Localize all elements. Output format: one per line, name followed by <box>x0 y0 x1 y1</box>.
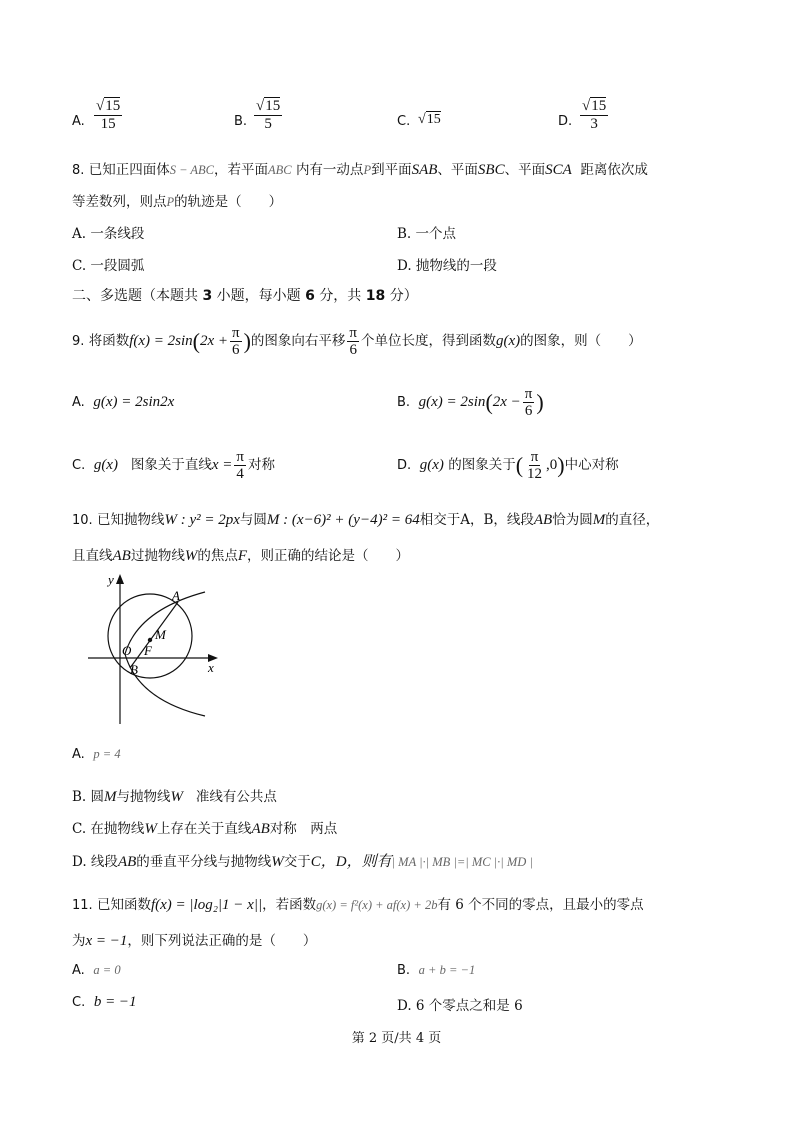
q11-option-b <box>397 962 475 978</box>
q7-option-d: $\frac{√15}{3}$ <box>582 98 607 132</box>
q8-text4: 到平面 <box>371 162 412 178</box>
q9-option-c <box>72 445 275 486</box>
q11-gfunc: g(x) = f²(x) + af(x) + 2b <box>316 898 438 912</box>
q10-option-d-cd: C，D，则有 <box>310 854 392 870</box>
q10-line1 <box>72 508 659 529</box>
q10-option-c <box>72 817 337 838</box>
q9-option-c-pi: π <box>236 448 244 465</box>
q7-d-num: 15 <box>591 98 607 114</box>
q9-inner: 2x + <box>199 333 229 349</box>
q7-option-c: √15 <box>418 112 441 127</box>
q10-option-b-end: 准线有公共点 <box>195 789 277 805</box>
q10-option-b <box>72 785 277 806</box>
section-title-end: 分） <box>389 288 418 304</box>
section-title-mid2: 分，共 <box>319 288 362 304</box>
q8-sep1: 、平面 <box>437 162 478 178</box>
q10-line2 <box>72 544 409 565</box>
q8-text3: 内有一动点 <box>295 162 364 178</box>
q11-text2: ，若函数 <box>262 897 317 913</box>
q10-option-b-text: B. 圆 <box>72 789 105 805</box>
q9-line1: 9. 将函数f(x) = 2sin(2x + $\frac{\pi}{6}$ )的图象向右平移 $\frac{\pi}{6}$ 个单位长度，得到函数g(x)的图象，则（ ） <box>72 324 642 358</box>
q11-text3: 有 6 个不同的零点，且最小的零点 <box>437 897 644 913</box>
q8-sca: SCA <box>545 162 572 178</box>
q9-option-b-pi: π <box>524 385 533 402</box>
q10-option-d-ab: AB <box>117 854 137 870</box>
q11-option-a <box>72 962 121 978</box>
label-m: M <box>155 627 166 642</box>
q8-line2-end: 的轨迹是（ ） <box>174 194 283 210</box>
q11-option-b-text: a + b = −1 <box>418 963 476 977</box>
q9-option-d-end: 中心对称 <box>564 457 619 473</box>
q10-line2-ab: AB <box>112 548 131 564</box>
q9-option-d-g: g(x) <box>419 457 444 473</box>
q10-option-d-w: W <box>271 854 284 870</box>
q9-option-a-label: A. <box>72 395 85 410</box>
q9-option-d: D. g(x) 的图象关于( $\frac{\pi}{12}$ ,0)中心对称 <box>397 448 619 482</box>
q11-line2 <box>72 929 316 950</box>
q10-circle: M : (x−6)² + (y−4)² = 64 <box>266 512 420 528</box>
q7-a-den: 15 <box>100 115 116 132</box>
q9-text4: 的图象，则（ ） <box>520 333 642 349</box>
q10-text3: 相交于 <box>419 512 461 528</box>
q10-option-c-end: 对称 两点 <box>269 821 338 837</box>
q10-option-a <box>72 746 121 762</box>
q9-shift-pi: π <box>349 324 357 341</box>
q8-line2-text: 等差数列，则点 <box>72 194 167 210</box>
q10-option-d-mid2: 交于 <box>283 854 311 870</box>
label-b: B <box>130 662 138 677</box>
q11-option-c-text: b = −1 <box>93 994 137 1010</box>
q11-text1: 已知函数 <box>96 897 151 913</box>
q10-option-c-w: W <box>144 821 157 837</box>
q7-c-val: 15 <box>426 112 441 127</box>
q9-option-c-label: C. <box>72 458 86 473</box>
q8-plane: ABC <box>268 163 292 177</box>
q10-text5: 的直径， <box>605 512 660 528</box>
q9-option-b: B. g(x) = 2sin(2x − $\frac{\pi}{6}$ ) <box>397 385 544 419</box>
q10-option-d-eq: | MA |·| MB |=| MC |·| MD | <box>391 855 533 869</box>
q7-b-num: 15 <box>265 98 281 114</box>
label-o: O <box>122 643 132 658</box>
q11-option-a-label: A. <box>72 963 85 978</box>
q9-option-b-inner: 2x − <box>492 394 521 410</box>
q10-line2-b: 过抛物线 <box>130 548 185 564</box>
q9-option-d-text: 的图象关于 <box>448 457 516 473</box>
q10-line2-w: W <box>184 548 198 564</box>
q11-option-a-text: a = 0 <box>93 963 121 977</box>
q10-option-a-text: p = 4 <box>93 747 121 761</box>
q8-sbc: SBC <box>477 162 505 178</box>
q11-option-b-label: B. <box>397 963 411 978</box>
q7-option-a-label: A. <box>72 114 85 129</box>
q7-option-c-label: C. <box>397 114 411 129</box>
q8-option-d: D. 抛物线的一段 <box>397 258 497 274</box>
q10-option-b-w: W <box>170 789 184 805</box>
q7-option-b: $\frac{√15}{5}$ <box>256 98 281 132</box>
label-x: x <box>208 660 214 675</box>
q10-line2-a: 且直线 <box>72 548 113 564</box>
center-m-dot <box>148 638 152 642</box>
q10-line2-c: 的焦点 <box>197 548 238 564</box>
q8-text1: 已知正四面体 <box>88 162 170 178</box>
q7-option-a: $\frac{√15}{15}$ <box>96 98 121 132</box>
section-total: 18 <box>365 288 386 304</box>
q9-option-b-six: 6 <box>524 403 533 419</box>
q9-option-c-end: 对称 <box>247 457 275 473</box>
q8-sab: SAB <box>411 162 438 178</box>
q9-shift-six: 6 <box>349 342 357 358</box>
q11-line1 <box>72 893 644 914</box>
q7-a-num: 15 <box>105 98 121 114</box>
q10-option-d-text: D. 线段 <box>72 854 118 870</box>
q10-line2-f: F <box>237 548 247 564</box>
q10-option-d-mid: 的垂直平分线与抛物线 <box>136 854 272 870</box>
q9-text3: 个单位长度，得到函数 <box>361 333 496 349</box>
q9-pi: π <box>232 324 240 341</box>
q11-option-c <box>72 994 137 1011</box>
q9-option-d-label: D. <box>397 458 412 473</box>
q11-number: 11. <box>72 898 93 913</box>
q10-option-b-m: M <box>104 789 117 805</box>
q9-option-c-text: 图象关于直线 <box>130 457 212 473</box>
y-axis-arrow <box>116 574 124 584</box>
q10-parabola: W : y² = 2px <box>164 512 240 528</box>
q7-d-den: 3 <box>590 115 598 132</box>
q9-gfunc: g(x) <box>496 333 521 349</box>
q10-figure <box>80 570 230 730</box>
q8-tetra: S − ABC <box>169 163 215 177</box>
q7-b-den: 5 <box>264 115 272 132</box>
q11-line2-x: x = −1 <box>85 933 128 949</box>
q8-point: P <box>363 163 372 177</box>
q8-sep2: 、平面 <box>504 162 546 178</box>
q10-text4: 恰为圆 <box>552 512 593 528</box>
q10-number: 10. <box>72 513 93 528</box>
q7-option-b-label: B. <box>234 114 248 129</box>
label-y: y <box>108 572 114 587</box>
q9-func: f(x) = 2sin <box>129 333 193 349</box>
q10-ab: AB <box>533 512 553 528</box>
q9-six: 6 <box>232 342 240 358</box>
q11-option-c-label: C. <box>72 995 86 1010</box>
section-title <box>72 285 418 305</box>
q10-m: M <box>592 512 606 528</box>
q9-option-c-x: x = <box>211 457 233 473</box>
q8-option-b: B. 一个点 <box>397 226 457 242</box>
label-f: F <box>144 643 152 658</box>
q9-option-d-pi: π <box>530 448 539 465</box>
q10-text1: 已知抛物线 <box>96 512 165 528</box>
q8-line2-point: P <box>166 195 175 209</box>
q8-number: 8. <box>72 163 85 178</box>
q10-option-b-mid: 与抛物线 <box>116 789 171 805</box>
q10-option-c-ab: AB <box>251 821 270 837</box>
parabola-w <box>125 592 205 716</box>
q11-line2-b: ，则下列说法正确的是（ ） <box>127 933 317 949</box>
q8-line2 <box>72 190 282 210</box>
q9-option-d-zero: ,0 <box>546 457 558 473</box>
q9-option-c-g: g(x) <box>93 457 118 473</box>
q10-option-a-label: A. <box>72 747 85 762</box>
q9-text2: 的图象向右平移 <box>250 333 346 349</box>
section-count: 3 <box>202 288 213 304</box>
page-footer: 第 2 页/共 4 页 <box>351 1031 442 1046</box>
q11-option-d: D. 6 个零点之和是 6 <box>397 998 523 1014</box>
q11-func: f(x) = |log₂|1 − x|| <box>150 897 263 913</box>
section-title-mid: 小题，每小题 <box>216 288 301 304</box>
q8-text5: 距离依次成 <box>580 162 648 178</box>
q8-option-c: C. 一段圆弧 <box>72 258 145 274</box>
q10-option-c-text: C. 在抛物线 <box>72 821 145 837</box>
q10-option-c-mid: 上存在关于直线 <box>156 821 252 837</box>
q9-option-b-pre: g(x) = 2sin <box>418 394 486 410</box>
q9-option-a <box>72 394 174 411</box>
q8-text2: ，若平面 <box>214 162 269 178</box>
q10-text2: 与圆 <box>239 512 267 528</box>
q9-number: 9. <box>72 334 85 349</box>
q8-line1 <box>72 158 648 179</box>
q9-option-b-label: B. <box>397 395 411 410</box>
q9-text1: 将函数 <box>88 333 130 349</box>
label-a: A <box>172 588 180 603</box>
section-title-pre: 二、多选题（本题共 <box>72 288 198 304</box>
q10-text3b: A，B，线段 <box>460 512 534 528</box>
q11-line2-a: 为 <box>72 933 86 949</box>
q9-option-c-four: 4 <box>236 466 244 482</box>
q10-option-d <box>72 850 533 871</box>
q9-option-a-text: g(x) = 2sin2x <box>93 394 175 410</box>
q9-option-d-twelve: 12 <box>527 466 543 482</box>
section-each: 6 <box>305 288 315 304</box>
q8-option-a: A. 一条线段 <box>72 226 145 242</box>
q10-line2-d: ，则正确的结论是（ ） <box>247 548 409 564</box>
q7-option-d-label: D. <box>558 114 573 129</box>
